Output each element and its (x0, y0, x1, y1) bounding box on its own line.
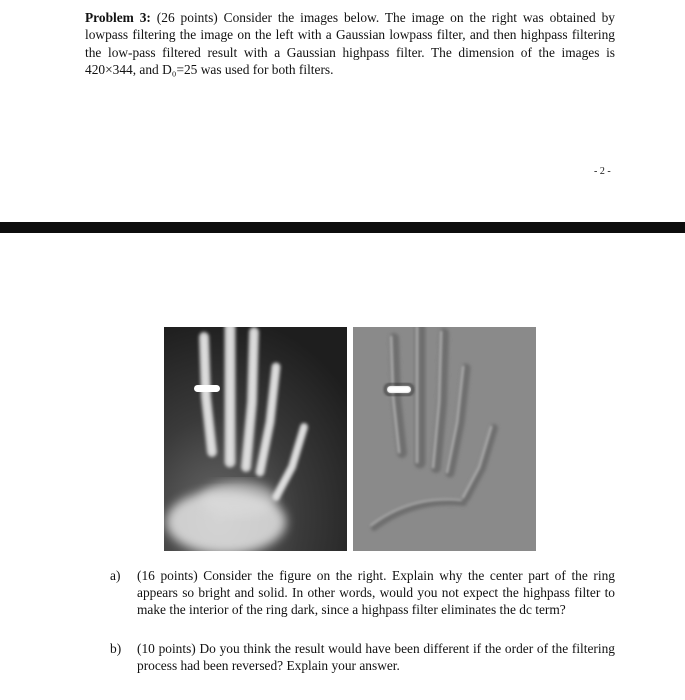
xray-filtered-graphic (353, 327, 536, 551)
xray-filtered-image (353, 327, 536, 551)
question-b-text: (10 points) Do you think the result would have been different if the order of the filtering process had been reversed? Explain your answer. (137, 641, 615, 673)
question-a (110, 568, 615, 618)
question-b (110, 641, 615, 675)
page-number: - 2 - (594, 166, 611, 177)
xray-original-graphic (164, 327, 347, 551)
question-a-label: a) (110, 568, 121, 583)
problem-text: (26 points) Consider the images below. The image on the right was obtained by lowpass filtering the image on the left with a Gaussian lowpass filter, and then highpass filtering the low-pass filtered result with a Gaussian highpass filter. The dimension of the images is 420×344, and D₀=25 was used for both filters. (85, 10, 615, 78)
question-a-text: (16 points) Consider the figure on the right. Explain why the center part of the ring appears so bright and solid. In other words, would you not expect the highpass filter to make the interior of the ring dark, since a highpass filter eliminates the dc term? (137, 568, 615, 617)
problem-label: Problem 3: (85, 10, 151, 25)
problem-statement (85, 9, 615, 79)
xray-original-image (164, 327, 347, 551)
question-b-label: b) (110, 641, 122, 656)
page-divider (0, 222, 685, 233)
